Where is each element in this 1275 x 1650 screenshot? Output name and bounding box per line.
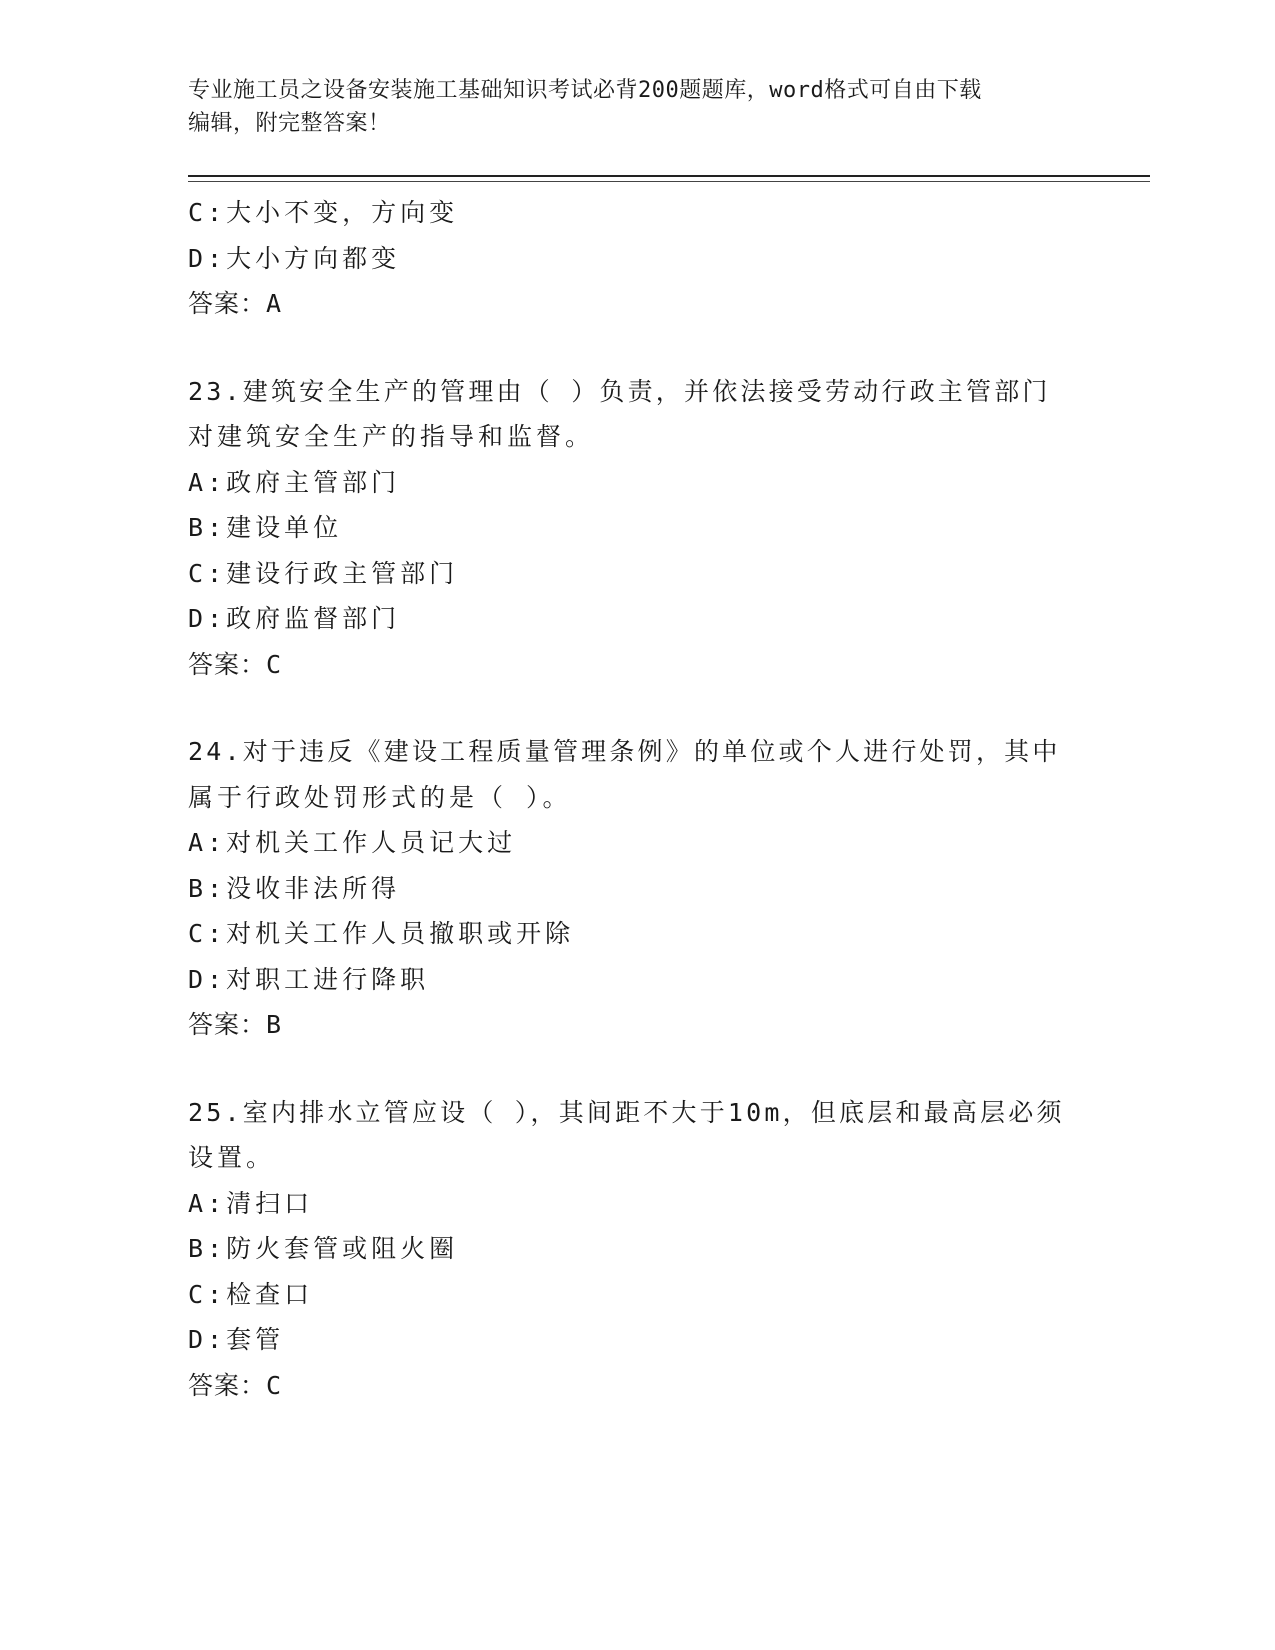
option-text: 建设单位 <box>226 513 343 542</box>
option-letter: D: <box>188 964 227 994</box>
option-text: 建设行政主管部门 <box>226 558 459 588</box>
answer-line <box>188 1363 1088 1409</box>
option-d <box>188 957 1088 1003</box>
option-a <box>188 460 1088 506</box>
stem-line: 25.室内排水立管应设（ ），其间距不大于10m，但底层和最高层必须 <box>188 1097 1065 1127</box>
answer-line <box>188 281 1088 327</box>
option-letter: A: <box>188 467 227 497</box>
answer-label: 答案： <box>188 1370 267 1400</box>
option-letter: B: <box>188 1234 227 1263</box>
option-letter: B: <box>188 873 227 903</box>
option-text: 清扫口 <box>226 1188 314 1218</box>
question-spacer <box>188 1048 1088 1090</box>
header-line-2: 编辑，附完整答案！ <box>188 111 391 136</box>
option-text: 大小不变，方向变 <box>226 198 459 227</box>
option-text: 对机关工作人员记大过 <box>226 828 517 857</box>
stem-line: 23.建筑安全生产的管理由（ ）负责，并依法接受劳动行政主管部门 <box>188 376 1051 406</box>
option-b <box>188 1226 1088 1272</box>
question-stem <box>188 1090 1088 1181</box>
stem-line: 属于行政处罚形式的是（ ）。 <box>188 782 572 812</box>
option-text: 防火套管或阻火圈 <box>226 1234 459 1263</box>
option-a <box>188 820 1088 866</box>
header-line-1: 专业施工员之设备安装施工基础知识考试必背200题题库，word格式可自由下载 <box>188 78 982 103</box>
option-c <box>188 1272 1088 1318</box>
question-spacer <box>188 327 1088 369</box>
option-text: 套管 <box>226 1325 285 1354</box>
header-divider-thin <box>188 181 1150 182</box>
answer-line <box>188 642 1088 688</box>
question-24 <box>188 729 1088 1048</box>
question-23 <box>188 369 1088 688</box>
option-d <box>188 1317 1088 1363</box>
option-text: 政府主管部门 <box>226 467 401 497</box>
question-list <box>188 190 1088 1408</box>
header-divider-thick <box>188 175 1150 177</box>
document-header <box>188 74 1088 140</box>
option-c <box>188 551 1088 597</box>
option-text: 对职工进行降职 <box>226 964 430 994</box>
option-letter: C: <box>188 558 227 588</box>
stem-line: 设置。 <box>188 1143 276 1172</box>
option-text: 政府监督部门 <box>226 604 401 633</box>
option-c <box>188 190 1088 236</box>
option-letter: C: <box>188 198 227 227</box>
option-text: 检查口 <box>226 1279 314 1309</box>
option-letter: A: <box>188 828 227 857</box>
answer-line <box>188 1002 1088 1048</box>
answer-label: 答案： <box>188 289 267 318</box>
answer-value: C <box>266 649 282 679</box>
option-letter: A: <box>188 1188 227 1218</box>
answer-label: 答案： <box>188 1010 267 1039</box>
option-b <box>188 505 1088 551</box>
option-text: 大小方向都变 <box>226 243 401 273</box>
option-d <box>188 596 1088 642</box>
option-letter: C: <box>188 919 227 948</box>
option-text: 对机关工作人员撤职或开除 <box>226 919 575 948</box>
question-22-continuation <box>188 190 1088 327</box>
option-letter: D: <box>188 604 227 633</box>
option-b <box>188 866 1088 912</box>
option-letter: D: <box>188 1325 227 1354</box>
option-letter: D: <box>188 243 227 273</box>
question-25 <box>188 1090 1088 1409</box>
answer-value: C <box>266 1370 282 1400</box>
option-letter: C: <box>188 1279 227 1309</box>
option-text: 没收非法所得 <box>226 873 401 903</box>
question-spacer <box>188 687 1088 729</box>
option-d <box>188 236 1088 282</box>
stem-line: 24.对于违反《建设工程质量管理条例》的单位或个人进行处罚，其中 <box>188 737 1061 766</box>
option-letter: B: <box>188 513 227 542</box>
option-a <box>188 1181 1088 1227</box>
answer-label: 答案： <box>188 649 267 679</box>
stem-line: 对建筑安全生产的指导和监督。 <box>188 422 595 451</box>
question-stem <box>188 729 1088 820</box>
question-stem <box>188 369 1088 460</box>
answer-value: B <box>266 1010 282 1039</box>
answer-value: A <box>266 289 282 318</box>
option-c <box>188 911 1088 957</box>
